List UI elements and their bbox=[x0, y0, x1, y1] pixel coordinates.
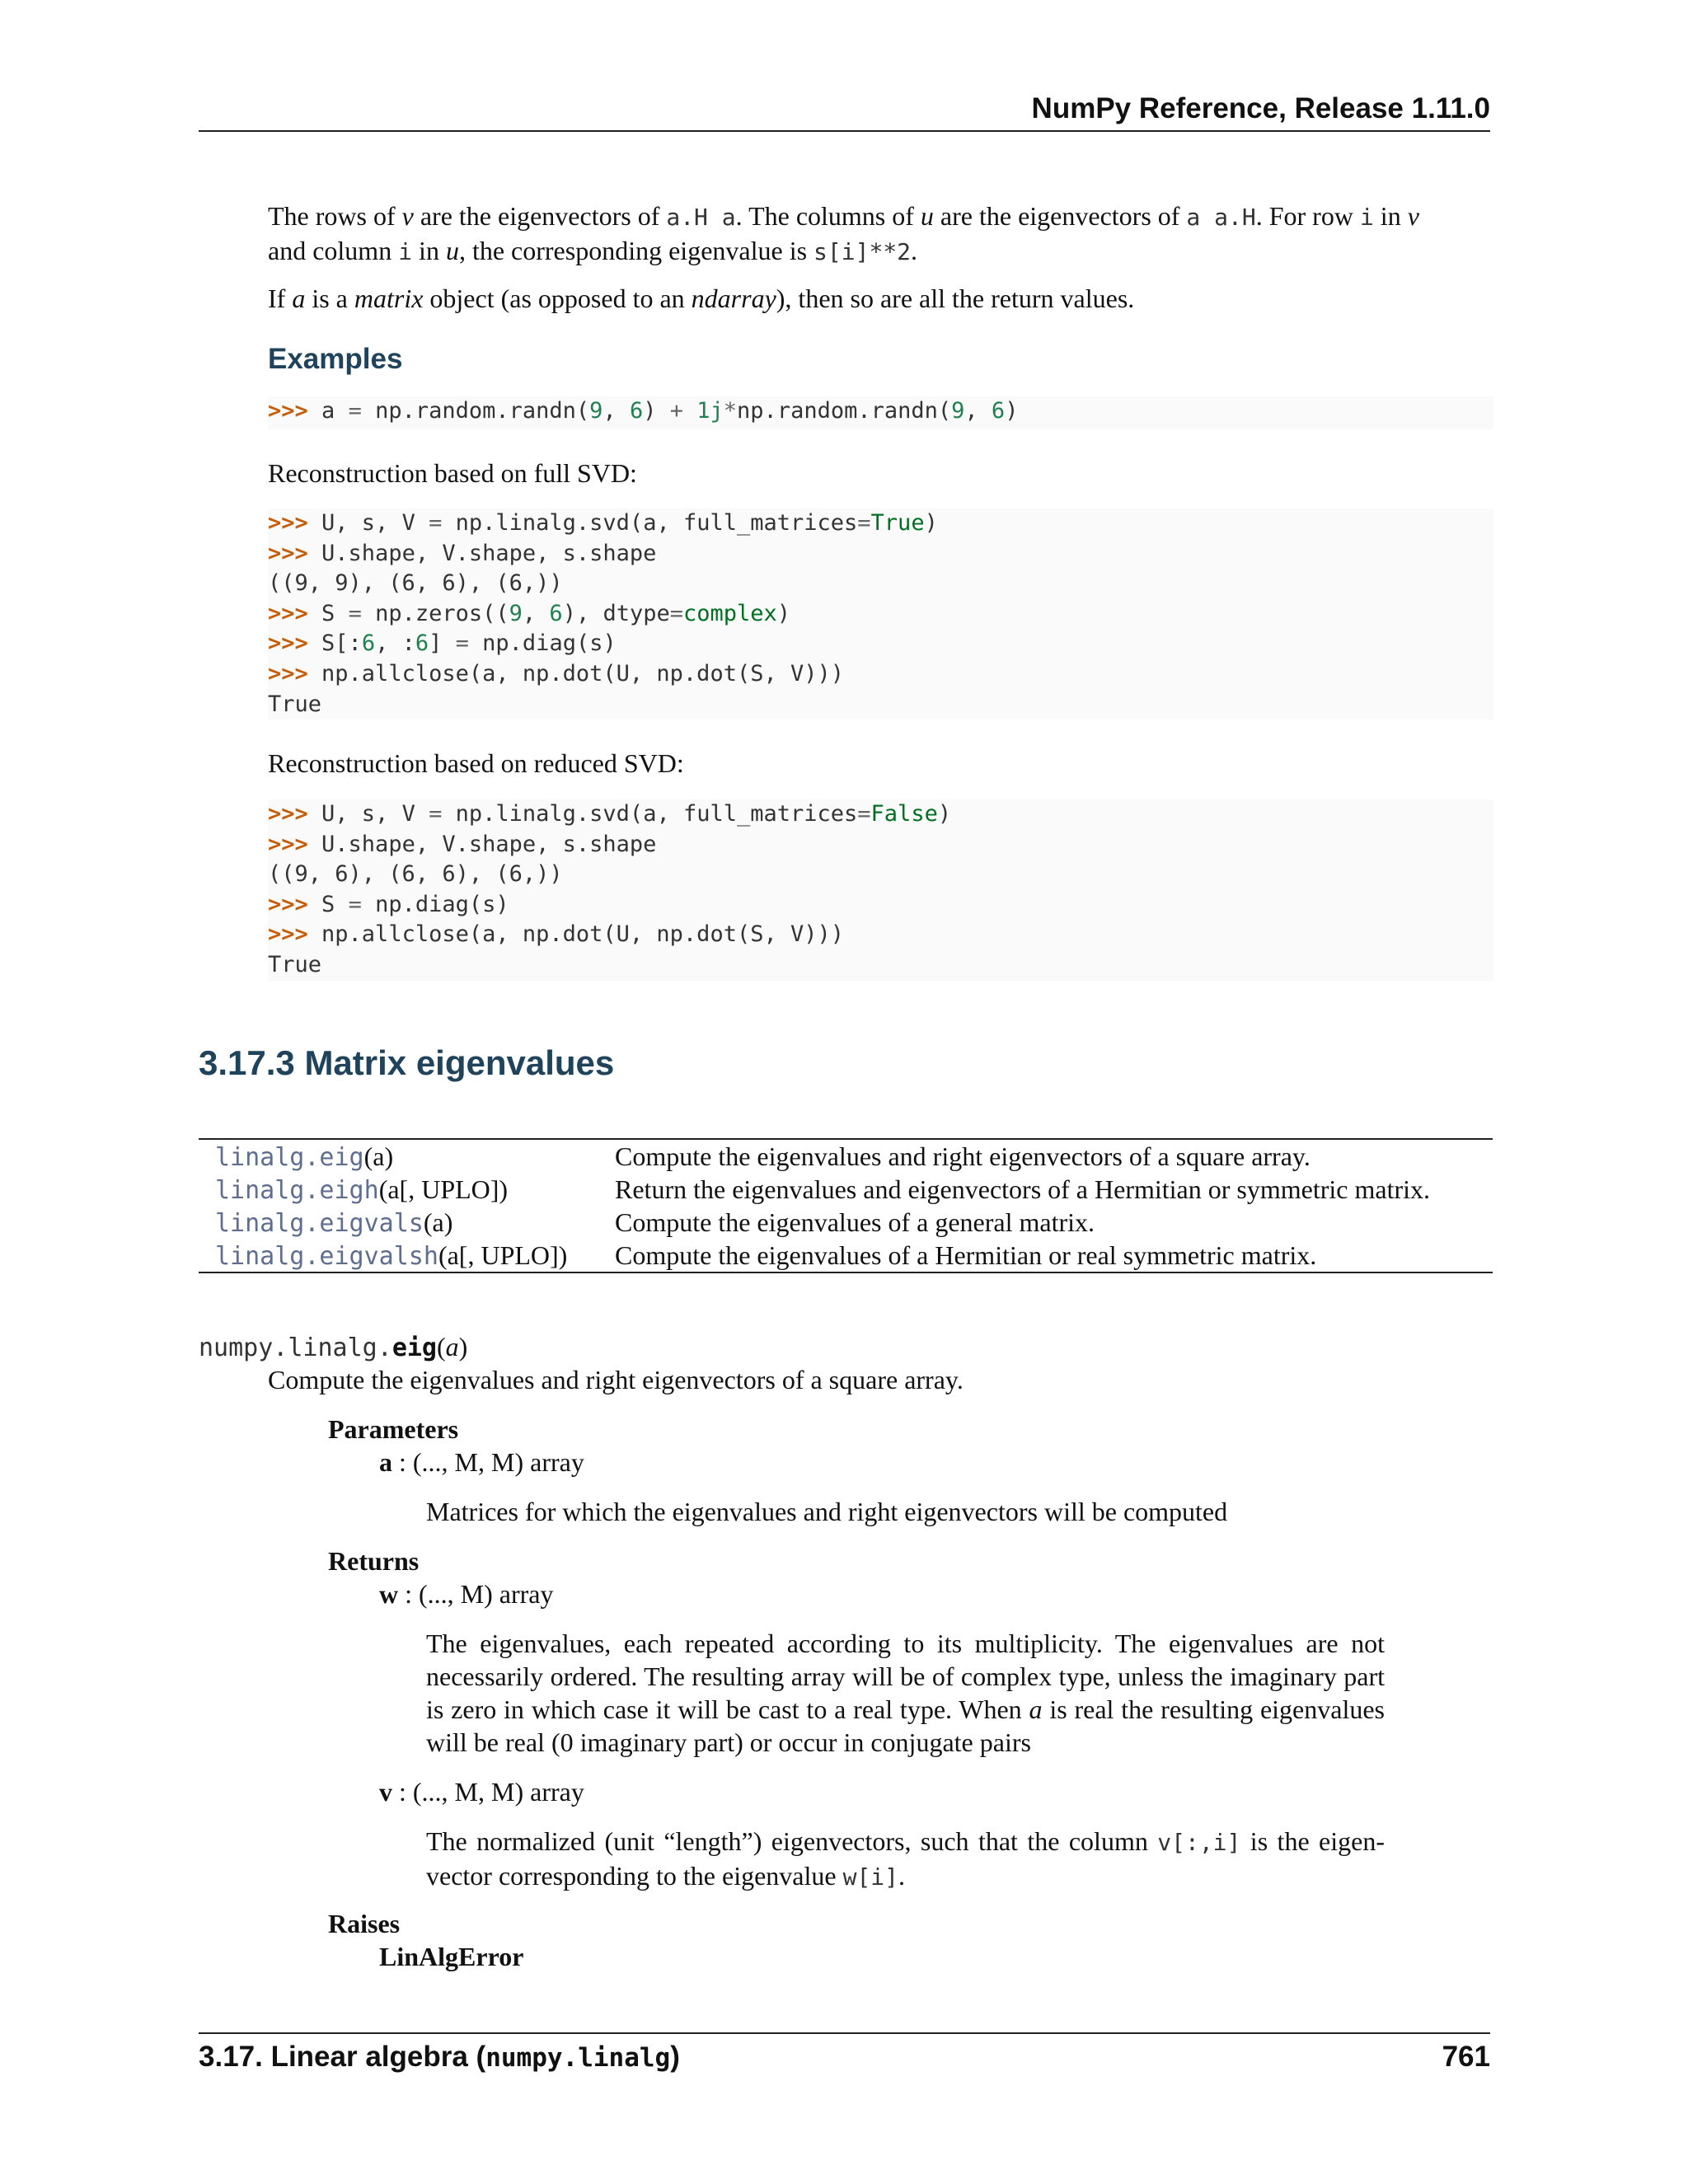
returns-label: Returns bbox=[328, 1546, 420, 1576]
function-args: (a[, UPLO]) bbox=[438, 1240, 568, 1270]
text: The rows of bbox=[268, 201, 402, 231]
code-block-1: >>> a = np.random.randn(9, 6) + 1j*np.random.randn(9, 6) bbox=[268, 396, 1493, 429]
prompt: >>> bbox=[268, 398, 308, 424]
paren-open: ( bbox=[437, 1332, 446, 1361]
var-v: v bbox=[1407, 201, 1419, 231]
code-w-i: w[i] bbox=[842, 1863, 899, 1891]
prompt: >>> bbox=[268, 921, 308, 948]
text: are the eigenvectors of bbox=[933, 201, 1187, 231]
code-i: i bbox=[1359, 204, 1374, 231]
prompt: >>> bbox=[268, 600, 308, 626]
param-type: : (..., M, M) array bbox=[392, 1447, 584, 1477]
code-block-3: >>> U, s, V = np.linalg.svd(a, full_matrices=False) >>> U.shape, V.shape, s.shape ((9, 6), (6, 6), (6,)) >>> S = np.diag(s) >>> np.allclose(a, np.dot(U, np.dot(S, V))) True bbox=[268, 799, 1493, 981]
var-u: u bbox=[920, 201, 934, 231]
var-v: v bbox=[401, 201, 414, 231]
code-a-h-a: a.H a bbox=[666, 204, 736, 231]
summary-row bbox=[199, 1206, 1493, 1239]
return-v bbox=[379, 1775, 584, 1808]
prompt: >>> bbox=[268, 831, 308, 857]
intro-paragraph-2 bbox=[268, 282, 1493, 315]
section-heading: 3.17.3 Matrix eigenvalues bbox=[199, 1043, 615, 1082]
raises-linalgerror: LinAlgError bbox=[379, 1942, 524, 1971]
function-link-eig[interactable]: linalg.eig bbox=[215, 1143, 364, 1172]
full-svd-label: Reconstruction based on full SVD: bbox=[268, 458, 637, 488]
summary-row bbox=[199, 1239, 1493, 1272]
function-args: (a) bbox=[363, 1141, 394, 1171]
term-matrix: matrix bbox=[354, 284, 424, 313]
examples-heading: Examples bbox=[268, 343, 403, 375]
function-link-eigvals[interactable]: linalg.eigvals bbox=[215, 1209, 424, 1238]
text: ), then so are all the return values. bbox=[776, 284, 1135, 313]
prompt: >>> bbox=[268, 801, 308, 827]
header-rule bbox=[199, 130, 1490, 132]
return-w-description bbox=[426, 1627, 1385, 1759]
text: The normalized (unit “length”) eigenvectors, such that the column bbox=[426, 1826, 1158, 1856]
footer-rule bbox=[199, 2032, 1490, 2034]
page-number: 761 bbox=[1442, 2041, 1490, 2073]
text: is real the resulting eigenvalues will be real (0 imaginary part) or occur in conjugate pairs bbox=[426, 1694, 1386, 1757]
code-a-a-h: a a.H bbox=[1186, 204, 1256, 231]
text: The eigenvalues, each repeated according to its multiplicity. The eigenvalues are not necessarily ordered. The resulting array will be of complex type, unless the imaginary part is zero in which case it will be cast to a real type. When bbox=[426, 1629, 1385, 1724]
function-description: Compute the eigenvalues of a general matrix. bbox=[615, 1207, 1095, 1237]
intro-paragraph-1 bbox=[268, 199, 1493, 269]
prompt: >>> bbox=[268, 630, 308, 657]
parameters-label: Parameters bbox=[328, 1414, 459, 1444]
prompt: >>> bbox=[268, 510, 308, 536]
param-a-description: Matrices for which the eigenvalues and right eigenvectors will be computed bbox=[426, 1497, 1228, 1526]
function-description: Compute the eigenvalues of a Hermitian or real symmetric matrix. bbox=[615, 1240, 1317, 1270]
function-link-eigh[interactable]: linalg.eigh bbox=[215, 1176, 379, 1205]
text: . The columns of bbox=[735, 201, 921, 231]
function-args: (a) bbox=[423, 1207, 453, 1237]
function-cell bbox=[199, 1140, 615, 1173]
text: ) bbox=[670, 2041, 680, 2073]
return-type: : (..., M, M) array bbox=[392, 1777, 584, 1807]
code-block-2: >>> U, s, V = np.linalg.svd(a, full_matrices=True) >>> U.shape, V.shape, s.shape ((9, 9), (6, 6), (6,)) >>> S = np.zeros((9, 6), dtype=complex) >>> S[:6, :6] = np.diag(s) >>> np.allclose(a, np.dot(U, np.dot(S, V))) True bbox=[268, 509, 1493, 719]
prompt: >>> bbox=[268, 891, 308, 917]
raises-label: Raises bbox=[328, 1909, 401, 1938]
function-args: (a[, UPLO]) bbox=[378, 1174, 509, 1204]
footer-module: numpy.linalg bbox=[485, 2043, 671, 2073]
paren-close: ) bbox=[458, 1332, 468, 1361]
var-a: a bbox=[1029, 1694, 1043, 1724]
text: in bbox=[412, 236, 446, 265]
function-link-eigvalsh[interactable]: linalg.eigvalsh bbox=[215, 1242, 438, 1271]
code-v-column: v[:,i] bbox=[1157, 1829, 1241, 1856]
function-cell bbox=[199, 1173, 615, 1206]
text: are the eigenvectors of bbox=[413, 201, 667, 231]
text: . bbox=[898, 1861, 906, 1891]
return-name: v bbox=[379, 1777, 392, 1807]
function-arg: a bbox=[445, 1332, 459, 1361]
return-v-description bbox=[426, 1825, 1385, 1894]
text: object (as opposed to an bbox=[423, 284, 692, 313]
return-type: : (..., M) array bbox=[398, 1579, 554, 1609]
function-name: eig bbox=[392, 1333, 437, 1362]
text: 3.17. Linear algebra ( bbox=[199, 2041, 486, 2073]
code-i: i bbox=[398, 238, 413, 265]
var-a: a bbox=[292, 284, 306, 313]
function-signature bbox=[199, 1330, 467, 1365]
function-cell bbox=[199, 1239, 615, 1272]
param-name: a bbox=[379, 1447, 392, 1477]
return-name: w bbox=[379, 1579, 399, 1609]
text: is a bbox=[305, 284, 354, 313]
running-header-title: NumPy Reference, Release 1.11.0 bbox=[1031, 92, 1490, 124]
footer-section-title bbox=[199, 2041, 680, 2074]
reduced-svd-label: Reconstruction based on reduced SVD: bbox=[268, 748, 684, 778]
text: , the corresponding eigenvalue is bbox=[458, 236, 814, 265]
function-summary: Compute the eigenvalues and right eigenvectors of a square array. bbox=[268, 1365, 964, 1394]
prompt: >>> bbox=[268, 540, 308, 566]
prompt: >>> bbox=[268, 660, 308, 687]
var-u: u bbox=[445, 236, 459, 265]
summary-table bbox=[199, 1138, 1493, 1273]
function-description: Compute the eigenvalues and right eigenvectors of a square array. bbox=[615, 1141, 1311, 1171]
return-w bbox=[379, 1577, 553, 1610]
param-a bbox=[379, 1446, 584, 1479]
text: and column bbox=[268, 236, 399, 265]
text: in bbox=[1373, 201, 1408, 231]
text: . bbox=[911, 236, 918, 265]
text: If bbox=[268, 284, 293, 313]
text: . For row bbox=[1255, 201, 1360, 231]
function-module: numpy.linalg. bbox=[199, 1333, 392, 1362]
text: is the eigen-vector corresponding to the eigenvalue bbox=[426, 1826, 1386, 1891]
summary-row bbox=[199, 1140, 1493, 1173]
function-cell bbox=[199, 1206, 615, 1239]
summary-row bbox=[199, 1173, 1493, 1206]
function-description: Return the eigenvalues and eigenvectors of a Hermitian or symmetric matrix. bbox=[615, 1174, 1430, 1204]
code-s-i-squared: s[i]**2 bbox=[814, 238, 912, 265]
term-ndarray: ndarray bbox=[691, 284, 776, 313]
